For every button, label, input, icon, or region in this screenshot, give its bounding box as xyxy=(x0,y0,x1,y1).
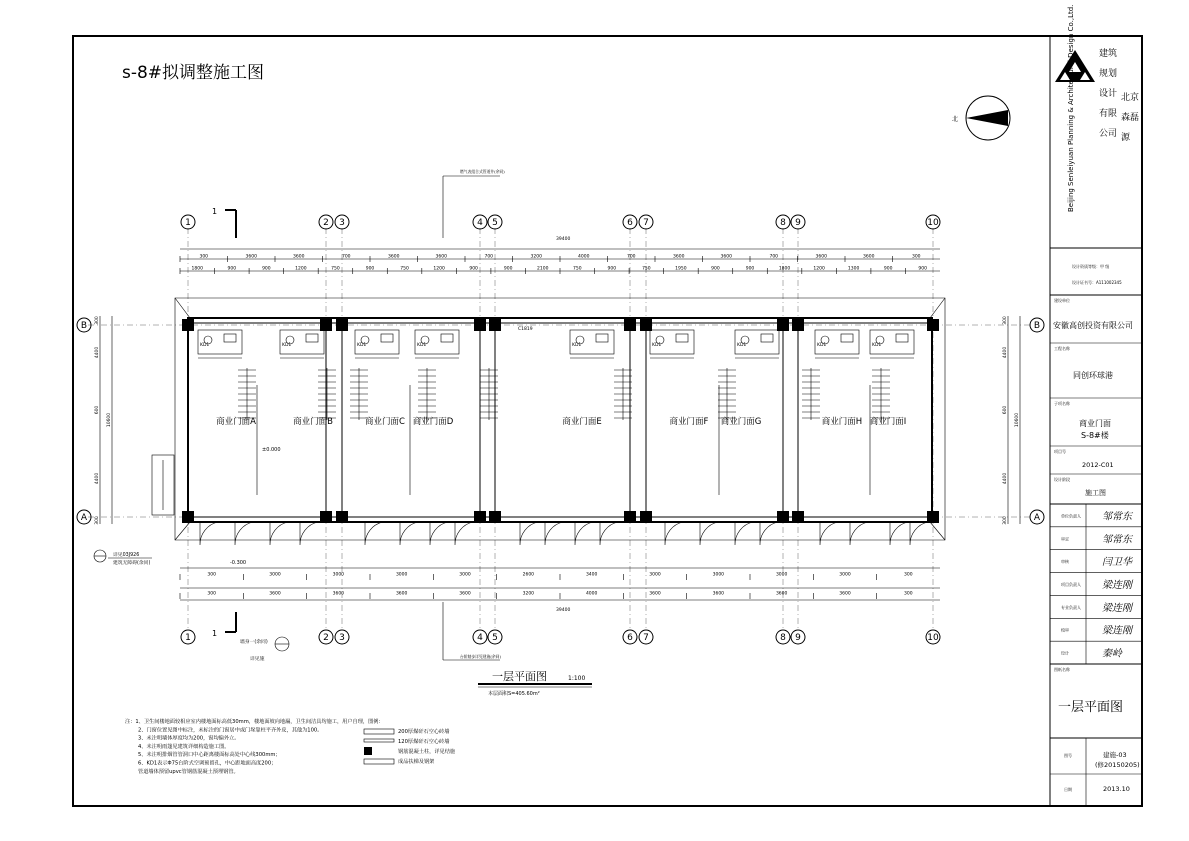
axis-label: 10 xyxy=(927,633,939,644)
dimension-value: 900 xyxy=(469,266,478,272)
note-line: 5、未注明排烟管管洞口中心距离楼面标高处中心线300mm； xyxy=(138,752,281,759)
note-line: 6、KD1表示Φ75台阶式空调预留孔，中心距地面高度200； xyxy=(138,760,277,767)
axis-label: 2 xyxy=(323,218,329,229)
shop-stairs xyxy=(238,368,890,420)
svg-text:1: 1 xyxy=(212,629,218,638)
column xyxy=(474,319,486,331)
sink-icon xyxy=(306,334,318,342)
column xyxy=(640,319,652,331)
drawing-name: 一层平面图 xyxy=(1058,700,1124,715)
dimension-value: 3000 xyxy=(712,572,725,578)
top-dimension-chains xyxy=(180,236,940,274)
column xyxy=(336,511,348,523)
dimension-value: 600 xyxy=(1003,405,1008,415)
axis-label: 4 xyxy=(477,218,483,229)
dimension-value: 700 xyxy=(626,254,636,260)
dimension-value: 3600 xyxy=(815,254,827,260)
storefront-doors xyxy=(200,522,928,545)
room-label: 商业门面D xyxy=(412,417,454,427)
dimension-value: 4400 xyxy=(95,472,100,485)
column xyxy=(927,319,939,331)
approval-table xyxy=(1050,504,1142,664)
legend-label: 钢筋混凝土柱，详见结施 xyxy=(398,749,456,755)
column xyxy=(320,511,332,523)
legend-label: 120厚煤矸石空心砖墙 xyxy=(398,739,450,745)
legend-swatch-wall xyxy=(364,759,394,764)
dimension-value: 750 xyxy=(400,266,409,272)
dimension-value: 900 xyxy=(745,266,755,272)
overall-dimension-top: 39400 xyxy=(556,237,571,242)
dimension-value: 3600 xyxy=(775,591,788,597)
axis-label: 1 xyxy=(185,633,191,644)
door-swing xyxy=(910,522,928,545)
dimension-value: 1950 xyxy=(675,266,687,272)
axis-label: A xyxy=(1033,513,1041,524)
column xyxy=(489,319,501,331)
sink-icon xyxy=(224,334,236,342)
dimension-value: 900 xyxy=(883,266,893,272)
dimension-value: 1200 xyxy=(813,266,825,272)
dimension-value: 900 xyxy=(607,266,617,272)
axis-label: 6 xyxy=(627,633,633,644)
company-name-char: 北京 xyxy=(1121,93,1140,103)
plan-title: 一层平面图 xyxy=(492,670,547,683)
axis-label: 7 xyxy=(643,633,649,644)
legend-label: 成品扶梯及钢架 xyxy=(398,759,435,765)
approval-role: 审定 xyxy=(1061,536,1069,542)
legend-swatch-column xyxy=(364,747,372,755)
company-logo xyxy=(1055,50,1095,82)
dimension-value: 2100 xyxy=(537,266,549,272)
door-swing xyxy=(300,522,318,545)
door-swing xyxy=(365,522,383,545)
dimension-value: 3600 xyxy=(395,591,408,597)
column xyxy=(792,319,804,331)
door-swing xyxy=(200,522,218,545)
door-swing xyxy=(545,522,563,545)
elevation-mark: ±0.000 xyxy=(262,447,281,453)
overall-dimension-bottom: 39400 xyxy=(556,608,571,613)
door-swing xyxy=(455,522,473,545)
bottom-dimension-chains xyxy=(180,568,940,613)
dimension-value: 1800 xyxy=(191,266,203,272)
section-mark-bottom xyxy=(212,612,236,638)
dimension-value: 900 xyxy=(918,266,928,272)
dimension-value: 750 xyxy=(642,266,651,272)
dimension-value: 900 xyxy=(262,266,271,272)
right-dimension-chain xyxy=(1002,316,1020,525)
dimension-value: 3200 xyxy=(530,254,542,260)
company-name-char: 源 xyxy=(1121,133,1131,143)
dimension-value: 1200 xyxy=(433,266,445,272)
column xyxy=(777,319,789,331)
dimension-value: 300 xyxy=(1003,316,1008,325)
dimension-value: 300 xyxy=(207,591,216,597)
dimension-value: 3600 xyxy=(673,254,685,260)
approval-role: 单位负责人 xyxy=(1061,513,1081,519)
axis-label: 6 xyxy=(627,218,633,229)
axis-label: 8 xyxy=(780,218,786,229)
axis-markers-top xyxy=(181,215,940,229)
drawing-no-label: 图号 xyxy=(1064,753,1072,758)
wall-detail-reference xyxy=(240,637,289,662)
dimension-value: 3000 xyxy=(649,572,661,578)
door-swing xyxy=(575,522,593,545)
column xyxy=(320,319,332,331)
stage-label: 设计阶段 xyxy=(1054,477,1070,482)
dimension-value: 3000 xyxy=(269,572,281,578)
dimension-value: 10600 xyxy=(107,412,112,428)
axis-label: 10 xyxy=(927,218,939,229)
approval-role: 设计 xyxy=(1061,650,1069,656)
project-no: 2012-C01 xyxy=(1082,461,1114,469)
cert-label: 设计资质等级：甲 级 xyxy=(1072,264,1110,269)
sink-icon xyxy=(381,334,393,342)
bottom-step-note xyxy=(443,602,501,660)
svg-text:墙身一(余同): 墙身一(余同) xyxy=(240,640,268,645)
dimension-value: 1200 xyxy=(295,266,307,272)
date-value: 2013.10 xyxy=(1103,785,1130,793)
project-label: 工程名称 xyxy=(1054,346,1070,351)
dimension-value: 3600 xyxy=(863,254,875,260)
column xyxy=(624,319,636,331)
company-name-char: 建筑 xyxy=(1099,49,1118,59)
plan-area: 本层面积S=405.60m² xyxy=(488,691,540,697)
axis-label: 7 xyxy=(643,218,649,229)
axis-label: B xyxy=(80,321,88,332)
drawing-name-label: 图纸名称 xyxy=(1054,667,1070,672)
door-swing xyxy=(235,522,253,545)
approval-signature: 秦岭 xyxy=(1102,648,1122,660)
dimension-value: 3000 xyxy=(459,572,471,578)
note-line: 3、未注明墙体厚度均为200，窗均偏外立。 xyxy=(138,735,240,742)
left-dimension-chain xyxy=(94,316,112,525)
door-swing xyxy=(520,522,538,545)
revision: (修20150205) xyxy=(1095,761,1140,769)
note-line: 4、未注明雨篷见建筑详细构造施工图。 xyxy=(138,743,230,750)
sink-icon xyxy=(896,334,908,342)
dimension-value: 4000 xyxy=(585,591,598,597)
approval-signature: 闫卫华 xyxy=(1102,557,1132,569)
company-name-en: Beijing Senleiyuan Planning & Architectural Design Co.,Ltd. xyxy=(1067,4,1075,212)
dimension-value: 3600 xyxy=(839,591,851,597)
legend-swatch-wall xyxy=(364,739,394,742)
company-name-char: 有限 xyxy=(1099,109,1118,119)
dimension-value: 3600 xyxy=(720,254,732,260)
legend-label: 200厚煤矸石空心砖墙 xyxy=(398,729,450,735)
dimension-value: 300 xyxy=(904,591,913,597)
restroom-modules xyxy=(198,326,914,358)
door-swing xyxy=(270,522,288,545)
column xyxy=(336,319,348,331)
dimension-value: 4400 xyxy=(95,346,100,359)
axis-label: A xyxy=(80,513,88,524)
axis-label: 2 xyxy=(323,633,329,644)
drawing-title: s-8#拟调整施工图 xyxy=(122,63,265,83)
sink-icon xyxy=(596,334,608,342)
axis-label: 8 xyxy=(780,633,786,644)
note-line: 管道墙体预留upvc管钢筋混凝土预埋钢管。 xyxy=(138,768,239,775)
note-line: 注：1、卫生间楼地面较相应室内楼地面标高低30mm，楼地面坡向地漏，卫生间洁具均施工，用户自理，图例： xyxy=(125,719,384,725)
approval-role: 审核 xyxy=(1061,559,1069,565)
window-tag: C1819 xyxy=(518,327,533,332)
door-swing xyxy=(850,522,868,545)
svg-text:建筑无障碍(余同): 建筑无障碍(余同) xyxy=(113,561,151,566)
dimension-value: 10600 xyxy=(1015,412,1020,428)
company-name-cn xyxy=(1099,47,1139,143)
room-label: 商业门面H xyxy=(821,417,863,427)
dimension-value: 3600 xyxy=(712,591,725,597)
door-swing xyxy=(735,522,753,545)
sink-icon xyxy=(841,334,853,342)
dimension-value: 3600 xyxy=(332,591,345,597)
approval-role: 校审 xyxy=(1061,627,1069,633)
dimension-value: 1300 xyxy=(847,266,860,272)
dimension-value: 4400 xyxy=(1003,472,1008,485)
axis-label: 9 xyxy=(795,218,801,229)
window-tag: KD1 xyxy=(872,343,882,348)
grid-lines xyxy=(88,228,1030,630)
axis-label: B xyxy=(1033,321,1041,332)
column xyxy=(927,511,939,523)
project-name: 同创环球港 xyxy=(1073,371,1113,380)
axis-label: 3 xyxy=(339,633,345,644)
axis-label: 1 xyxy=(185,218,191,229)
company-name-char: 设计 xyxy=(1099,89,1118,99)
company-name-char: 公司 xyxy=(1099,129,1118,139)
window-tag: KD1 xyxy=(282,343,292,348)
legend xyxy=(364,727,456,765)
outdoor-elevation-mark: -0.300 xyxy=(230,560,247,566)
column xyxy=(777,511,789,523)
dimension-value: 900 xyxy=(711,266,720,272)
dimension-value: 3200 xyxy=(522,591,535,597)
dimension-value: 3400 xyxy=(585,572,598,578)
window-tag: KD1 xyxy=(652,343,662,348)
dimension-value: 4000 xyxy=(578,254,590,260)
plan-scale: 1:100 xyxy=(568,675,586,682)
title-block xyxy=(1050,5,1142,806)
dimension-value: 900 xyxy=(365,266,375,272)
dimension-value: 3600 xyxy=(459,591,471,597)
svg-text:详见施: 详见施 xyxy=(250,657,265,662)
door-swing xyxy=(400,522,418,545)
vent-note-top: 燃气表组合式管道井(余同) xyxy=(460,169,505,174)
column xyxy=(792,511,804,523)
dimension-value: 3600 xyxy=(245,254,257,260)
subproject-line2: S-8#楼 xyxy=(1081,431,1109,440)
room-label: 商业门面C xyxy=(365,417,405,427)
room-labels xyxy=(216,416,906,427)
sink-icon xyxy=(676,334,688,342)
general-notes xyxy=(125,717,384,775)
dimension-value: 4400 xyxy=(1003,346,1008,359)
axis-label: 5 xyxy=(492,633,498,644)
approval-role: 项目负责人 xyxy=(1061,582,1081,587)
dimension-value: 3600 xyxy=(388,254,400,260)
window-tag: KD1 xyxy=(200,343,210,348)
dimension-value: 3600 xyxy=(293,254,305,260)
dimension-value: 900 xyxy=(227,266,237,272)
project-no-label: 项目号 xyxy=(1054,449,1066,454)
dimension-value: 300 xyxy=(199,254,209,260)
dimension-value: 700 xyxy=(341,254,351,260)
company-name-char: 规划 xyxy=(1099,69,1118,79)
axis-label: 3 xyxy=(339,218,345,229)
dimension-value: 600 xyxy=(95,405,100,415)
window-tag: KD1 xyxy=(417,343,427,348)
dimension-value: 750 xyxy=(572,266,582,272)
dimension-value: 3000 xyxy=(839,572,851,578)
column xyxy=(182,511,194,523)
door-swing xyxy=(600,522,618,545)
subproject-label: 子项名称 xyxy=(1054,401,1070,406)
door-swing xyxy=(665,522,683,545)
dimension-value: 3000 xyxy=(395,572,408,578)
drawing-no: 建施-03 xyxy=(1103,751,1127,759)
dimension-value: 700 xyxy=(484,254,494,260)
legend-swatch-wall xyxy=(364,729,394,734)
note-line: 2、门窗位置见图中标注，未标注的门窗居中或门垛靠柱平齐外皮，其他为100。 xyxy=(138,727,323,734)
window-tag: KD1 xyxy=(357,343,367,348)
axis-label: 9 xyxy=(795,633,801,644)
door-swing xyxy=(700,522,718,545)
approval-role: 专业负责人 xyxy=(1061,604,1081,610)
room-label: 商业门面A xyxy=(216,417,256,427)
approval-signature: 邹常东 xyxy=(1102,511,1132,523)
window-tag: KD1 xyxy=(817,343,827,348)
door-swing xyxy=(760,522,778,545)
room-label: 商业门面B xyxy=(293,417,333,427)
approval-signature: 梁连刚 xyxy=(1102,602,1132,614)
column xyxy=(182,319,194,331)
axis-label: 5 xyxy=(492,218,498,229)
dimension-value: 300 xyxy=(95,316,100,325)
room-label: 商业门面E xyxy=(562,417,602,427)
svg-text:详见03J926: 详见03J926 xyxy=(113,553,140,558)
client-name: 安徽高创投资有限公司 xyxy=(1053,321,1133,330)
dimension-value: 300 xyxy=(207,572,216,578)
approval-signature: 梁连刚 xyxy=(1102,625,1132,637)
sink-icon xyxy=(441,334,453,342)
dimension-value: 3000 xyxy=(775,572,788,578)
door-swing xyxy=(820,522,838,545)
column xyxy=(624,511,636,523)
svg-text:1: 1 xyxy=(212,207,218,216)
dimension-value: 300 xyxy=(904,572,913,578)
dimension-value: 1800 xyxy=(778,266,791,272)
detail-reference xyxy=(94,550,152,566)
column xyxy=(474,511,486,523)
door-swing xyxy=(890,522,908,545)
dimension-value: 2600 xyxy=(522,572,535,578)
axis-label: 4 xyxy=(477,633,483,644)
company-name-char: 森磊 xyxy=(1121,113,1140,123)
dimension-value: 300 xyxy=(1003,516,1008,525)
north-arrow xyxy=(952,96,1010,140)
dimension-value: 3000 xyxy=(332,572,345,578)
dimension-value: 3600 xyxy=(649,591,661,597)
plan-title-block xyxy=(478,670,592,697)
dimension-value: 3600 xyxy=(269,591,281,597)
dimension-value: 300 xyxy=(911,254,921,260)
section-mark-top xyxy=(212,207,236,238)
room-label: 商业门面F xyxy=(669,417,709,427)
date-label: 日期 xyxy=(1064,787,1072,792)
client-label: 建设单位 xyxy=(1054,298,1070,303)
column xyxy=(640,511,652,523)
dimension-value: 3600 xyxy=(435,254,447,260)
window-tag: KD1 xyxy=(737,343,747,348)
sink-icon xyxy=(761,334,773,342)
dimension-value: 300 xyxy=(95,516,100,525)
stage-value: 施工图 xyxy=(1085,489,1106,497)
room-label: 商业门面I xyxy=(869,417,907,427)
approval-signature: 梁连刚 xyxy=(1102,580,1132,591)
axis-markers-bottom xyxy=(181,630,940,644)
cert-no: 设计证书号：A111002345 xyxy=(1072,280,1122,285)
door-swing xyxy=(430,522,448,545)
dimension-value: 900 xyxy=(503,266,513,272)
dimension-value: 700 xyxy=(769,254,779,260)
dimension-value: 750 xyxy=(331,266,340,272)
window-tag: KD1 xyxy=(572,343,582,348)
room-label: 商业门面G xyxy=(720,417,762,427)
subproject-line1: 商业门面 xyxy=(1079,419,1111,428)
axis-markers-right xyxy=(1030,318,1044,524)
svg-text:台阶踏步详见建施(余同): 台阶踏步详见建施(余同) xyxy=(460,654,501,659)
approval-signature: 邹常东 xyxy=(1102,534,1132,546)
column xyxy=(489,511,501,523)
north-label: 北 xyxy=(952,116,959,123)
axis-markers-left xyxy=(77,318,91,524)
